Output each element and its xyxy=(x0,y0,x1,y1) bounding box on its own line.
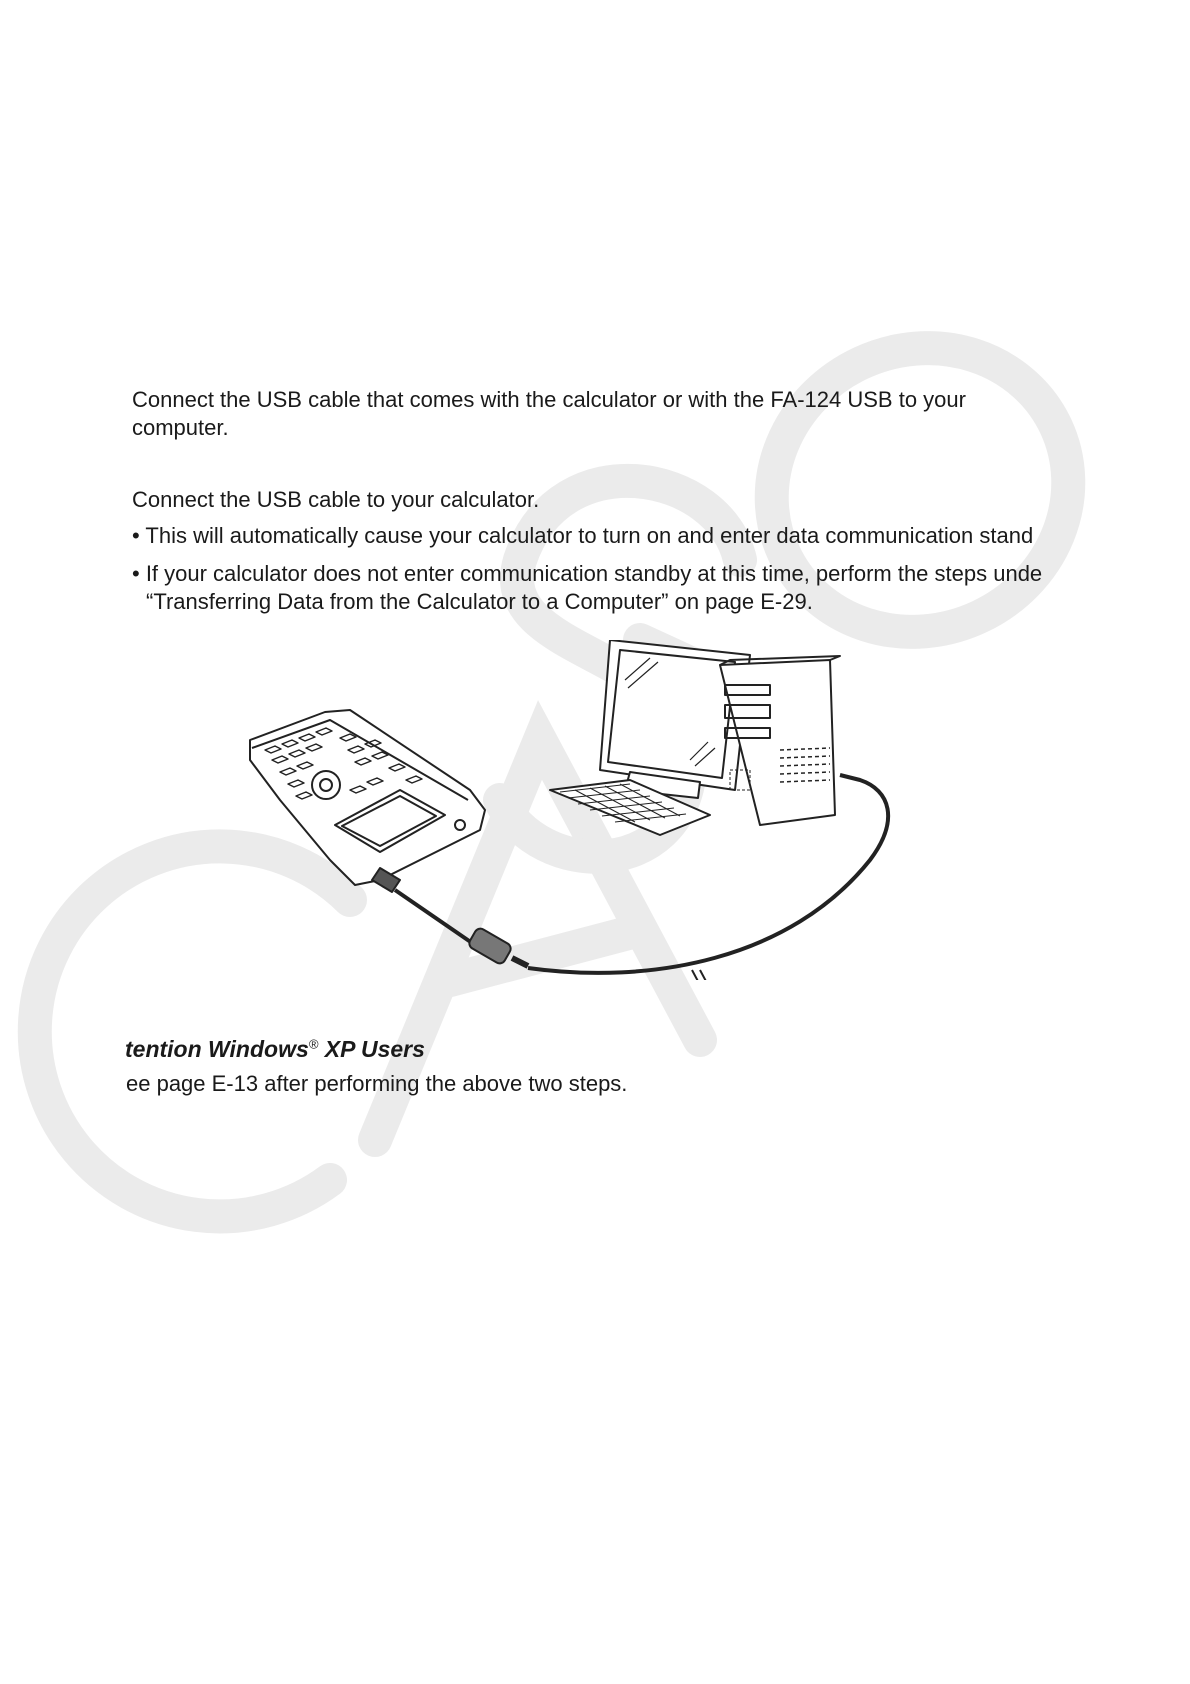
note-heading: tention Windows® XP Users xyxy=(125,1036,425,1062)
step2-bullet-2-line2: “Transferring Data from the Calculator to a Computer” on page E-29. xyxy=(146,589,813,614)
usb-connection-illustration xyxy=(230,640,950,980)
note-text: ee page E-13 after performing the above two steps. xyxy=(126,1071,628,1096)
step2-bullet-1: • This will automatically cause your calculator to turn on and enter data communication stand xyxy=(132,523,1034,548)
step1-line1: Connect the USB cable that comes with the calculator or with the FA-124 USB to your xyxy=(132,387,966,412)
step2-bullet-2-line1: • If your calculator does not enter communication standby at this time, perform the steps unde xyxy=(132,561,1043,586)
step1-line2: computer. xyxy=(132,415,229,440)
calculator-illustration xyxy=(250,710,485,885)
computer-illustration xyxy=(550,640,840,835)
step2-text: Connect the USB cable to your calculator. xyxy=(132,487,540,512)
